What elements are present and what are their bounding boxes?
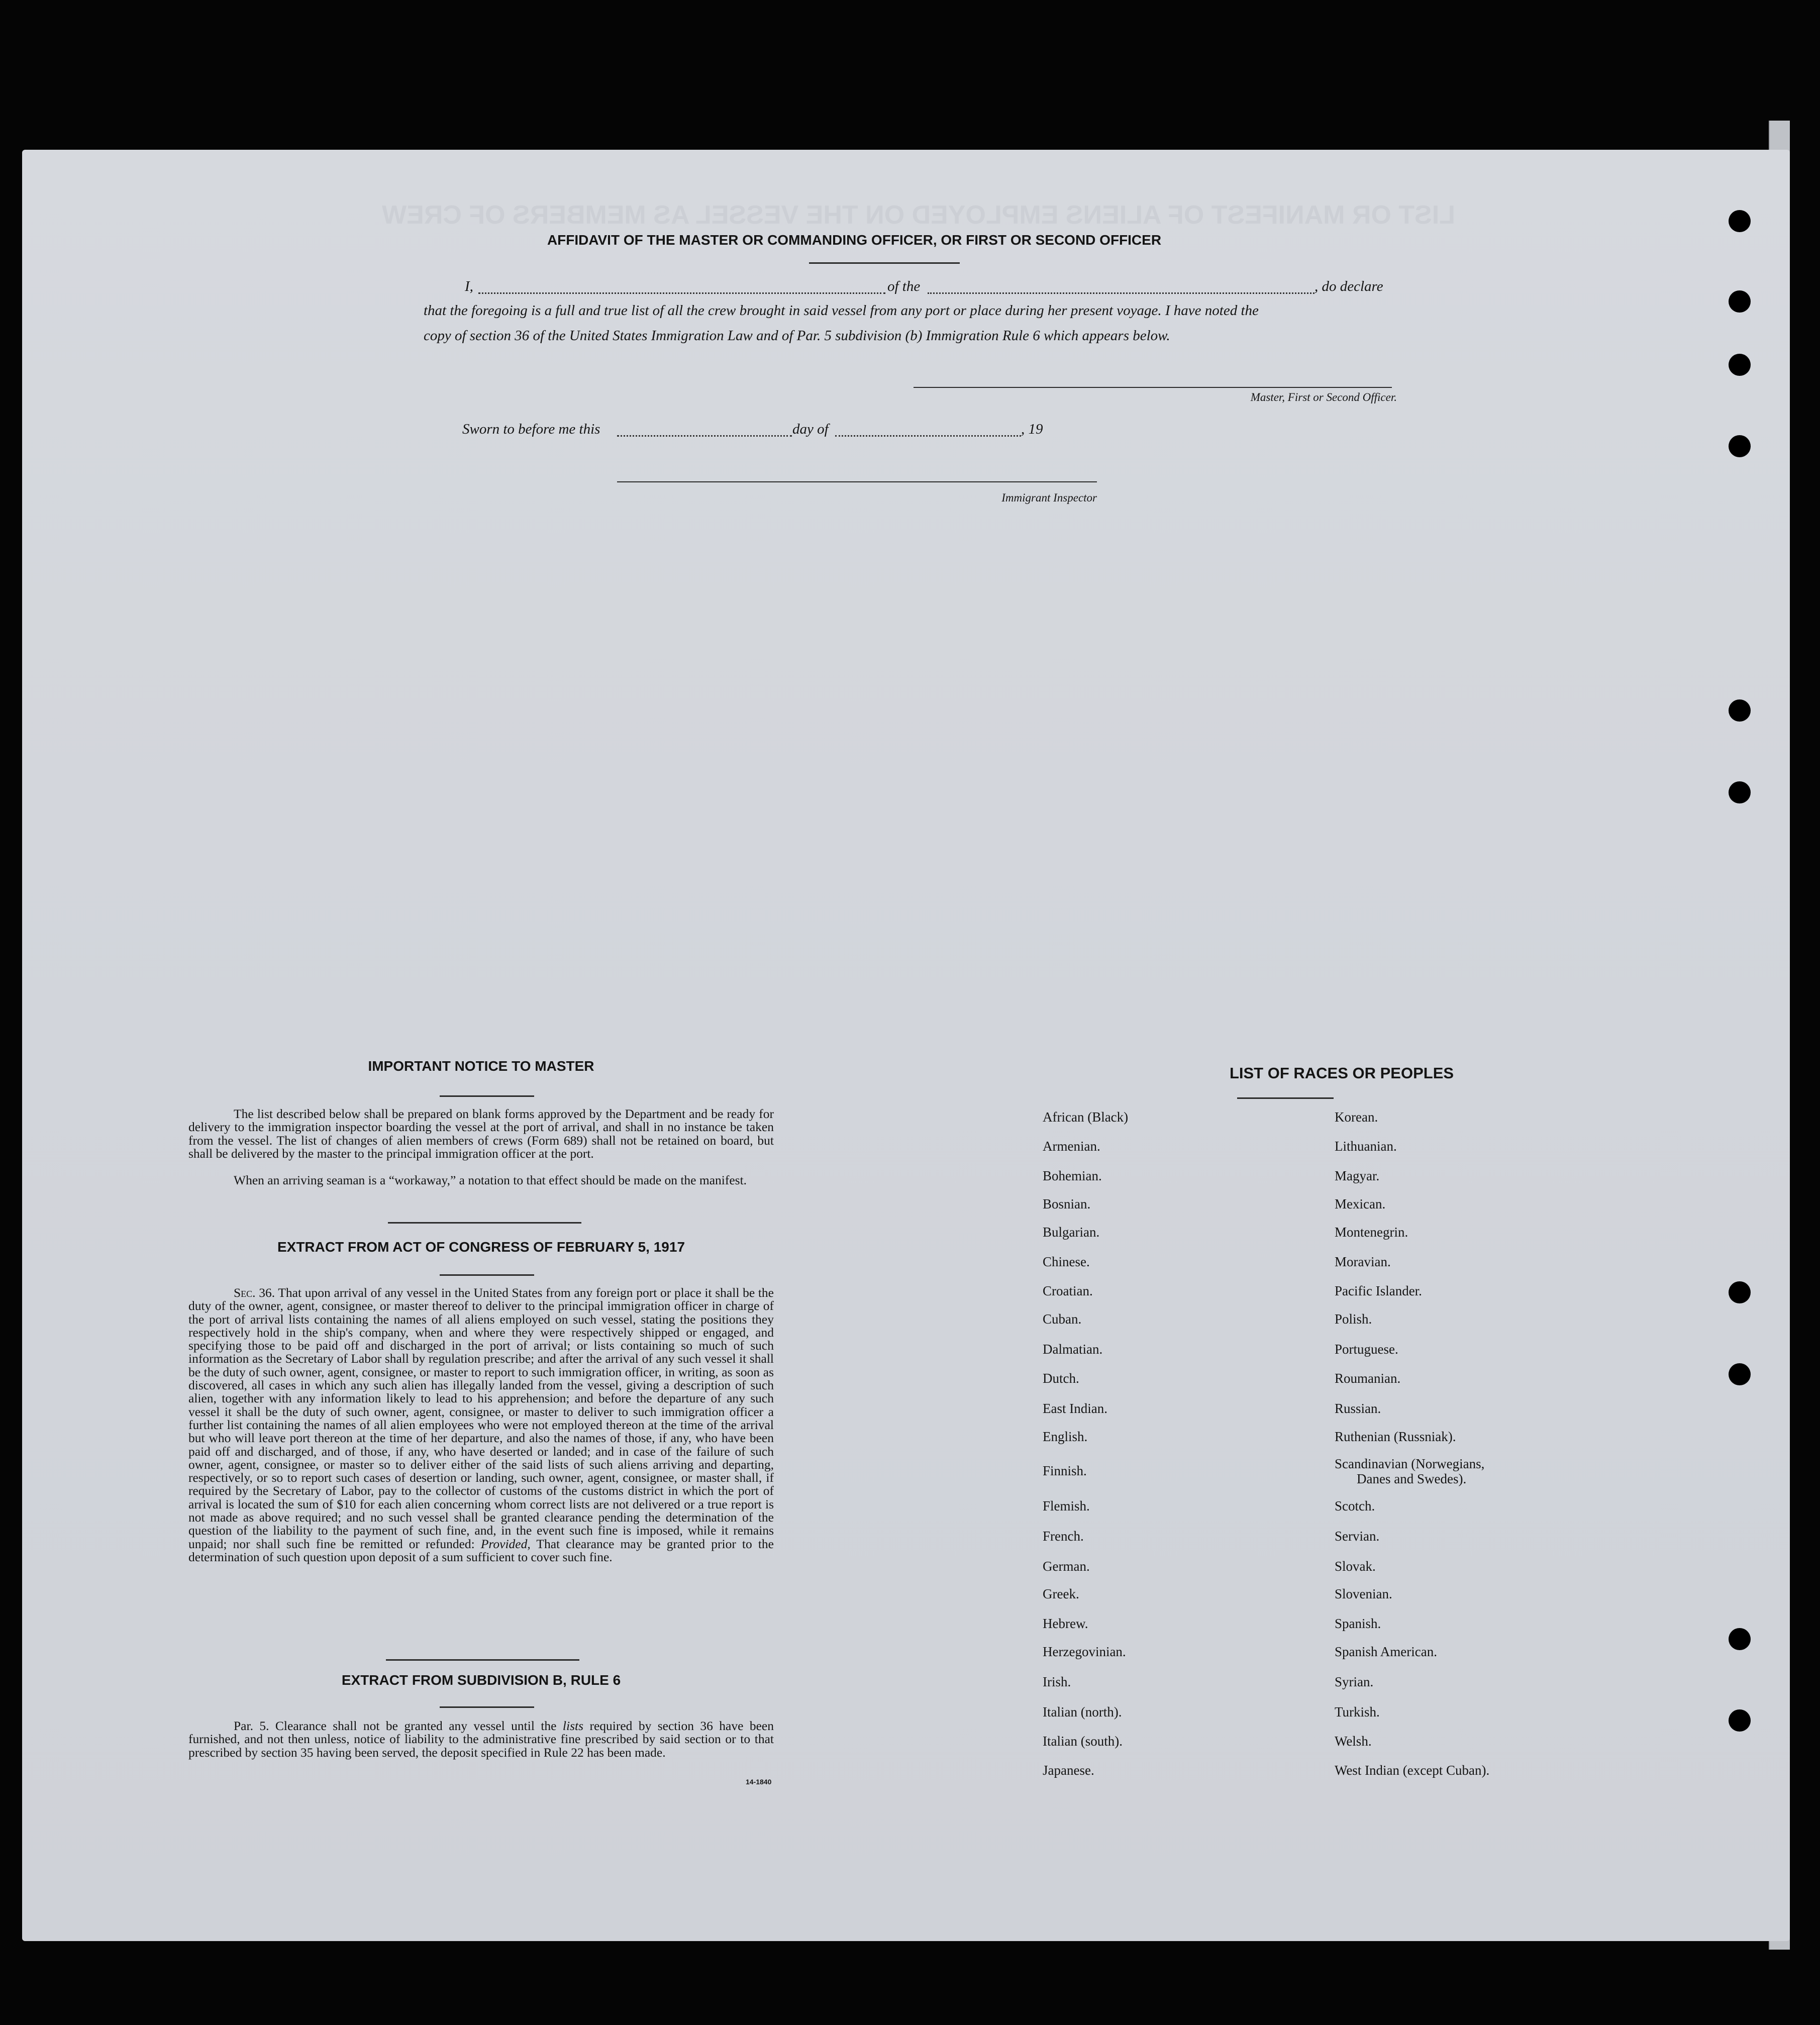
- punch-hole: [1729, 699, 1751, 722]
- punch-hole: [1729, 1628, 1751, 1650]
- inspector-signature-line[interactable]: [617, 481, 1097, 482]
- race-item: West Indian (except Cuban).: [1335, 1763, 1490, 1778]
- race-item: Chinese.: [1043, 1254, 1090, 1269]
- punch-hole: [1729, 1709, 1751, 1732]
- race-item: Bosnian.: [1043, 1196, 1091, 1211]
- race-item: Flemish.: [1043, 1498, 1090, 1513]
- act-section-36-text: [188, 1286, 774, 1564]
- race-item: German.: [1043, 1559, 1090, 1574]
- race-item: Spanish American.: [1335, 1644, 1437, 1659]
- master-signature-line[interactable]: [914, 387, 1392, 388]
- punch-hole: [1729, 290, 1751, 313]
- race-item: Portuguese.: [1335, 1342, 1398, 1357]
- act-title: EXTRACT FROM ACT OF CONGRESS OF FEBRUARY 5, 1917: [277, 1239, 685, 1255]
- race-item: Italian (north).: [1043, 1704, 1122, 1719]
- race-item: Syrian.: [1335, 1674, 1374, 1689]
- race-item: Cuban.: [1043, 1311, 1082, 1327]
- race-item: Spanish.: [1335, 1616, 1381, 1631]
- sworn-year-label: , 19: [1021, 421, 1043, 437]
- race-item: Irish.: [1043, 1674, 1071, 1689]
- race-item: African (Black): [1043, 1109, 1129, 1125]
- form-number: 14-1840: [746, 1778, 772, 1786]
- inspector-caption: Immigrant Inspector: [1001, 491, 1097, 504]
- notice-divider: [388, 1222, 581, 1224]
- act-title-underline: [440, 1274, 534, 1276]
- declare-label: , do declare: [1315, 278, 1383, 294]
- race-item: Herzegovinian.: [1043, 1644, 1126, 1659]
- act-section-label: Sec. 36.: [234, 1285, 275, 1300]
- rule-title: EXTRACT FROM SUBDIVISION B, RULE 6: [341, 1672, 621, 1688]
- race-item: Dalmatian.: [1043, 1342, 1103, 1357]
- act-body: That upon arrival of any vessel in the United States from any foreign port or place it shall be the duty of the owner, agent, consignee, or master thereof to deliver to the principal immigration officer in charge of the port of arrival lists containing the names of all aliens employed on such vessel, stating the positions they respectively hold in the ship's company, when and where they were respectively shipped or engaged, and specifying those to be paid off and discharged in the port of arrival; or lists containing so much of such information as the Secretary of Labor shall by regulation prescribe; and after the arrival of any such vessel it shall be the duty of such owner, agent, consignee, or master to report to such immigration officer, in writing, as soon as discovered, all cases in which any such alien has illegally landed from the vessel, giving a description of such alien, together with any information likely to lead to his apprehension; and before the departure of any such vessel it shall be the duty of such owner, agent, consignee, or master to deliver to such immigration officer a further list containing the names of all alien employees who were not employed thereon at the time of the arrival but who will leave port thereon at the time of her departure, and also the names of those, if any, who have been paid off and discharged, and of those, if any, who have deserted or landed; and in case of the failure of such owner, agent, consignee, or master so to deliver either of the said lists of such aliens arriving and departing, respectively, or so to report such cases of desertion or landing, such owner, agent, consignee, or master shall, if required by the Secretary of Labor, pay to the collector of customs of the customs district in which the port of arrival is located the sum of $10 for each alien concerning whom correct lists are not delivered or a true report is not made as above required; and no such vessel shall be granted clearance pending the determination of the question of the liability to the payment of such fine, and, in the event such fine is imposed, while it remains unpaid; nor shall such fine be remitted or refunded:: [188, 1285, 774, 1551]
- race-item: Bohemian.: [1043, 1168, 1102, 1183]
- race-item: Danes and Swedes).: [1357, 1471, 1467, 1486]
- affidavit-statement-line-2: copy of section 36 of the United States Immigration Law and of Par. 5 subdivision (b) Immigration Rule 6 which appears below.: [424, 328, 1170, 344]
- title-underline: [809, 262, 960, 264]
- notice-paragraph-1: The list described below shall be prepared on blank forms approved by the Department and be ready for delivery to the immigration inspector boarding the vessel at the port of arrival, and shall in no instance be taken from the vessel. The list of changes of alien members of crews (Form 689) shall not be retained on board, but shall be delivered by the master to the principal immigration officer at the port.: [188, 1106, 774, 1161]
- punch-hole: [1729, 354, 1751, 376]
- race-item: Mexican.: [1335, 1196, 1386, 1211]
- race-item: Croatian.: [1043, 1283, 1093, 1298]
- declarant-name-field[interactable]: [478, 292, 885, 294]
- race-item: Ruthenian (Russniak).: [1335, 1429, 1456, 1444]
- race-item: Hebrew.: [1043, 1616, 1088, 1631]
- races-title-underline: [1237, 1097, 1334, 1099]
- vessel-of-label: of the: [887, 278, 921, 294]
- race-item: East Indian.: [1043, 1401, 1107, 1416]
- punch-hole: [1729, 1281, 1751, 1303]
- rule-paragraph: [188, 1719, 774, 1759]
- race-item: Dutch.: [1043, 1371, 1079, 1386]
- sworn-month-field[interactable]: [835, 435, 1021, 437]
- notice-title-underline: [440, 1095, 534, 1097]
- sworn-day-of-label: day of: [792, 421, 829, 437]
- race-item: Russian.: [1335, 1401, 1381, 1416]
- race-item: Moravian.: [1335, 1254, 1391, 1269]
- race-item: Roumanian.: [1335, 1371, 1401, 1386]
- race-item: Polish.: [1335, 1311, 1372, 1327]
- race-item: Scotch.: [1335, 1498, 1375, 1513]
- punch-hole: [1729, 210, 1751, 232]
- race-item: Turkish.: [1335, 1704, 1380, 1719]
- act-divider: [386, 1659, 579, 1661]
- affidavit-statement-line-1: that the foregoing is a full and true list of all the crew brought in said vessel from any port or place during her present voyage. I have noted the: [424, 302, 1259, 319]
- race-item: Lithuanian.: [1335, 1139, 1397, 1154]
- bleed-through-title: LIST OR MANIFEST OF ALIENS EMPLOYED ON THE VESSEL AS MEMBERS OF CREW: [382, 200, 1455, 230]
- act-proviso-text: That clearance may be granted prior to the determination of such question upon deposit of a sum sufficient to cover such fine.: [188, 1536, 774, 1564]
- race-item: French.: [1043, 1529, 1084, 1544]
- rule-title-underline: [440, 1706, 534, 1708]
- punch-hole: [1729, 435, 1751, 457]
- race-item: Greek.: [1043, 1586, 1079, 1601]
- race-item: English.: [1043, 1429, 1088, 1444]
- act-proviso-label: Provided,: [480, 1536, 531, 1551]
- vessel-name-field[interactable]: [928, 292, 1315, 294]
- race-item: Pacific Islander.: [1335, 1283, 1422, 1298]
- sworn-day-field[interactable]: [617, 435, 792, 437]
- declarant-label: I,: [465, 278, 473, 294]
- race-item: Finnish.: [1043, 1463, 1087, 1478]
- rule-lists-word: lists: [562, 1718, 584, 1733]
- rule-text-a: Par. 5. Clearance shall not be granted any vessel until the: [234, 1718, 557, 1733]
- race-item: Montenegrin.: [1335, 1225, 1408, 1240]
- race-item: Slovenian.: [1335, 1586, 1392, 1601]
- punch-hole: [1729, 781, 1751, 803]
- punch-hole: [1729, 1363, 1751, 1385]
- race-item: Italian (south).: [1043, 1734, 1123, 1749]
- races-title: LIST OF RACES OR PEOPLES: [1229, 1064, 1454, 1082]
- sworn-label: Sworn to before me this: [462, 421, 600, 437]
- master-signature-caption: Master, First or Second Officer.: [1250, 391, 1397, 403]
- notice-title: IMPORTANT NOTICE TO MASTER: [368, 1058, 594, 1074]
- race-item: Japanese.: [1043, 1763, 1094, 1778]
- affidavit-title: AFFIDAVIT OF THE MASTER OR COMMANDING OFFICER, OR FIRST OR SECOND OFFICER: [547, 232, 1162, 248]
- race-item: Welsh.: [1335, 1734, 1372, 1749]
- notice-paragraph-2: When an arriving seaman is a “workaway,” a notation to that effect should be made on the manifest.: [234, 1173, 747, 1187]
- race-item: Magyar.: [1335, 1168, 1380, 1183]
- race-item: Bulgarian.: [1043, 1225, 1100, 1240]
- race-item: Korean.: [1335, 1109, 1378, 1125]
- race-item: Scandinavian (Norwegians,: [1335, 1456, 1485, 1471]
- race-item: Servian.: [1335, 1529, 1380, 1544]
- race-item: Armenian.: [1043, 1139, 1100, 1154]
- race-item: Slovak.: [1335, 1559, 1376, 1574]
- rule-text-b: required by section 36 have been furnished, and not then unless, notice of liability to the administrative fine prescribed by said section or to that prescribed by section 35 having been served, the deposit specified in Rule 22 has been made.: [188, 1718, 774, 1760]
